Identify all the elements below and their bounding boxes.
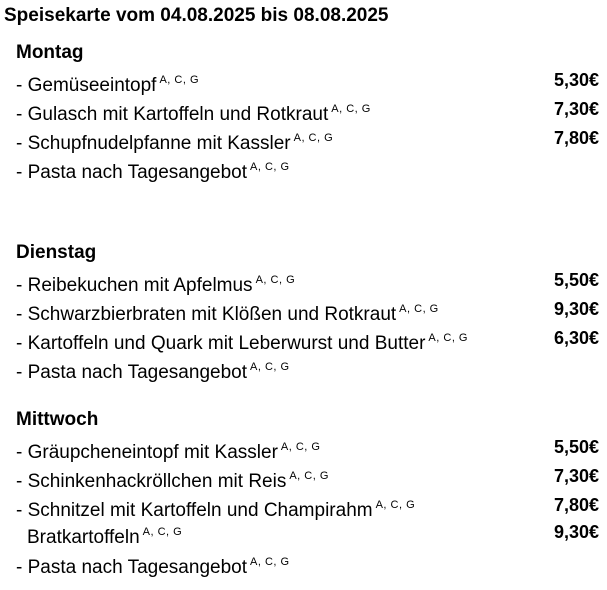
menu-item-allergens: A, C, G [250, 161, 290, 173]
menu-item-price: 9,30€ [553, 299, 599, 319]
menu-item [16, 433, 599, 461]
menu-item-allergens: A, C, G [250, 361, 290, 373]
menu-item-name: - Gulasch mit Kartoffeln und Rotkraut [16, 104, 329, 125]
menu-item-allergens: A, C, G [331, 103, 371, 115]
page-title: Speisekarte vom 04.08.2025 bis 08.08.2025 [4, 5, 389, 26]
menu-item-name-wrap [16, 353, 290, 387]
menu-item [16, 124, 599, 152]
menu-item [16, 491, 599, 519]
day-heading-dienstag: Dienstag [16, 242, 97, 263]
menu-item-price: 7,80€ [553, 128, 599, 148]
menu-item-price: 5,50€ [553, 270, 599, 290]
menu-item-name: - Reibekuchen mit Apfelmus [16, 275, 253, 296]
menu-item-price: 5,30€ [553, 70, 599, 90]
menu-item-allergens: A, C, G [255, 274, 296, 286]
menu-item-allergens: A, C, G [280, 441, 321, 453]
menu-item-name: - Gräupcheneintopf mit Kassler [16, 442, 278, 463]
menu-item [16, 353, 599, 381]
day-heading-montag: Montag [16, 42, 84, 63]
menu-item-name: - Pasta nach Tagesangebot [16, 162, 247, 183]
menu-item-name: - Schupfnudelpfanne mit Kassler [16, 133, 291, 154]
menu-item-allergens: A, C, G [399, 303, 439, 315]
menu-item-price: 7,80€ [553, 495, 599, 515]
menu-item-name-wrap [16, 153, 290, 187]
menu-item-name: - Gemüseeintopf [16, 75, 157, 96]
menu-item-allergens: A, C, G [159, 74, 200, 86]
menu-item-name-wrap [27, 518, 182, 552]
menu-item-name: - Schwarzbierbraten mit Klößen und Rotkraut [16, 304, 397, 325]
menu-item-name: - Kartoffeln und Quark mit Leberwurst und Butter [16, 333, 426, 354]
menu-item [16, 462, 599, 490]
menu-item-allergens: A, C, G [142, 526, 183, 538]
menu-item [27, 518, 599, 546]
menu-item-allergens: A, C, G [375, 499, 416, 511]
menu-item [16, 548, 599, 576]
menu-item-name: - Pasta nach Tagesangebot [16, 362, 247, 383]
menu-item-allergens: A, C, G [250, 556, 290, 568]
menu-item-name: - Schnitzel mit Kartoffeln und Champirahm [16, 500, 373, 521]
menu-item-name: - Schinkenhackröllchen mit Reis [16, 471, 287, 492]
menu-item [16, 295, 599, 323]
menu-item-price: 9,30€ [553, 522, 599, 542]
menu-item-price: 7,30€ [553, 99, 599, 119]
menu-item [16, 266, 599, 294]
menu-item-price: 5,50€ [553, 437, 599, 457]
menu-item-price: 6,30€ [553, 328, 599, 348]
menu-item [16, 153, 599, 181]
menu-item-name: - Pasta nach Tagesangebot [16, 557, 247, 578]
day-heading-mittwoch: Mittwoch [16, 409, 99, 430]
menu-item [16, 66, 599, 94]
menu-item-allergens: A, C, G [293, 132, 334, 144]
menu-item [16, 95, 599, 123]
menu-item-name: Bratkartoffeln [27, 527, 140, 548]
menu-item-name-wrap [16, 548, 290, 582]
menu-item [16, 324, 599, 352]
menu-item-price: 7,30€ [553, 466, 599, 486]
menu-item-allergens: A, C, G [428, 332, 468, 344]
menu-item-allergens: A, C, G [289, 470, 329, 482]
